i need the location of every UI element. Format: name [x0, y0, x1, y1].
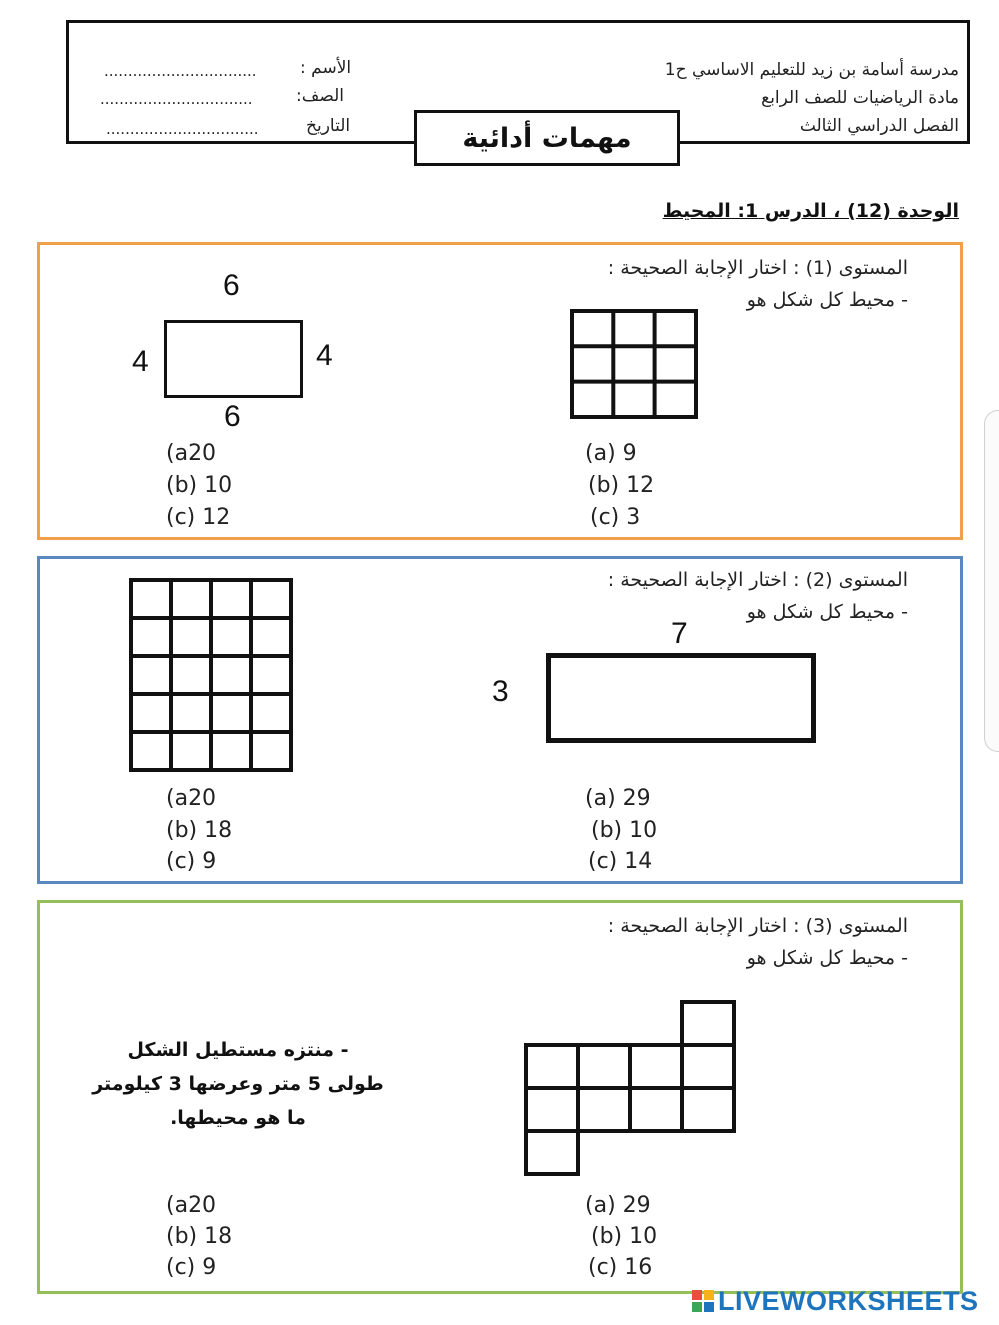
level-1-right-option-c[interactable]: (c) 3 [590, 505, 641, 530]
level-2-right-option-a[interactable]: (a) 29 [585, 786, 651, 811]
level-2-right-option-c[interactable]: (c) 14 [588, 849, 653, 874]
logo-text: LIVEWORKSHEETS [718, 1285, 979, 1316]
level-3-panel [37, 900, 963, 1294]
level-1-right-option-b[interactable]: (b) 12 [588, 473, 655, 498]
subject-name: مادة الرياضيات للصف الرابع [761, 88, 959, 108]
level-3-left-option-c[interactable]: (c) 9 [166, 1255, 217, 1280]
level-2-left-option-c[interactable]: (c) 9 [166, 849, 217, 874]
unit-title: الوحدة (12) ، الدرس 1: المحيط [662, 200, 959, 222]
level-3-left-option-b[interactable]: (b) 18 [166, 1224, 233, 1249]
rect-2-top-label: 7 [671, 617, 688, 650]
level-3-left-option-a[interactable]: (a20 [166, 1193, 217, 1218]
rect-right-label: 4 [316, 339, 333, 372]
term-name: الفصل الدراسي الثالث [799, 116, 959, 136]
word-problem-line-2: طولى 5 متر وعرضها 3 كيلومتر [92, 1073, 384, 1095]
class-field[interactable]: ................................ [100, 90, 253, 108]
liveworksheets-logo[interactable] [692, 1284, 979, 1318]
level-2-left-option-a[interactable]: (a20 [166, 786, 217, 811]
grid-4x5-shape [128, 577, 296, 775]
name-field[interactable]: ................................ [104, 62, 257, 80]
rect-2-left-label: 3 [492, 675, 509, 708]
rectangle-shape [164, 320, 303, 398]
rect-top-label: 6 [223, 269, 240, 302]
grid-3x3-shape [570, 309, 700, 421]
level-3-heading: المستوى (3) : اختار الإجابة الصحيحة : [607, 915, 908, 937]
level-2-heading: المستوى (2) : اختار الإجابة الصحيحة : [607, 569, 908, 591]
date-field[interactable]: ................................ [106, 120, 259, 138]
rect-bottom-label: 6 [224, 400, 241, 433]
liveworksheets-logo-icon [692, 1290, 714, 1312]
level-1-left-option-a[interactable]: (a20 [166, 441, 217, 466]
level-1-left-option-c[interactable]: (c) 12 [166, 505, 231, 530]
school-name: مدرسة أسامة بن زيد للتعليم الاساسي ح1 [664, 60, 959, 80]
level-2-panel [37, 556, 963, 884]
word-problem-line-1: - منتزه مستطيل الشكل [127, 1039, 349, 1061]
level-3-right-option-b[interactable]: (b) 10 [591, 1224, 658, 1249]
level-1-question: - محيط كل شكل هو [746, 289, 908, 311]
level-3-right-option-a[interactable]: (a) 29 [585, 1193, 651, 1218]
date-label: التاريخ [306, 116, 351, 136]
level-3-question: - محيط كل شكل هو [746, 947, 908, 969]
level-1-heading: المستوى (1) : اختار الإجابة الصحيحة : [607, 257, 908, 279]
level-1-panel [37, 242, 963, 540]
class-label: الصف: [296, 86, 344, 106]
level-2-question: - محيط كل شكل هو [746, 601, 908, 623]
level-2-right-option-b[interactable]: (b) 10 [591, 818, 658, 843]
level-1-left-option-b[interactable]: (b) 10 [166, 473, 233, 498]
rectangle-2-shape [546, 653, 816, 743]
level-1-right-option-a[interactable]: (a) 9 [585, 441, 637, 466]
side-scroll-handle[interactable] [984, 410, 999, 752]
name-label: الأسم : [300, 58, 352, 78]
level-3-right-option-c[interactable]: (c) 16 [588, 1255, 653, 1280]
staircase-grid-shape [520, 999, 740, 1179]
word-problem-line-3: ما هو محيطها. [170, 1107, 306, 1129]
level-2-left-option-b[interactable]: (b) 18 [166, 818, 233, 843]
page-title: مهمات أدائية [414, 110, 680, 166]
rect-left-label: 4 [132, 345, 149, 378]
